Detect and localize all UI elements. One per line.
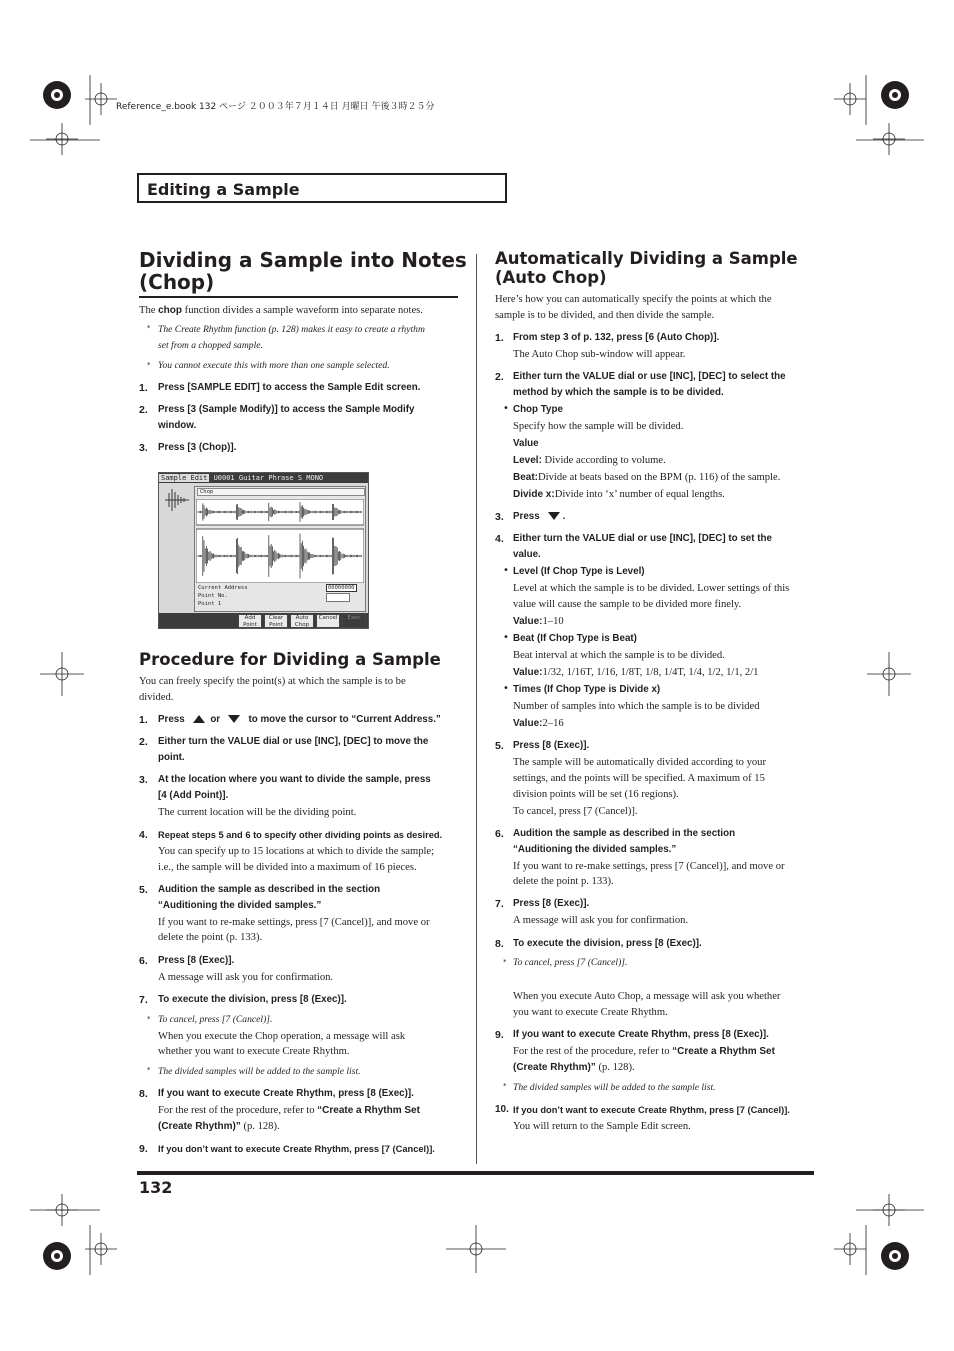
- column-divider: [476, 254, 477, 1164]
- cursor-down-icon: [548, 512, 560, 520]
- cursor-up-icon: [193, 715, 205, 723]
- beat-heading: Beat (If Chop Type is Beat): [513, 633, 637, 644]
- auto-step-1: From step 3 of p. 132, press [6 (Auto Chop)].: [513, 332, 720, 343]
- auto-step-6: Audition the sample as described in the section: [513, 828, 736, 839]
- procedure-title: Procedure for Dividing a Sample: [139, 650, 441, 669]
- chop-type-heading: Chop Type: [513, 404, 563, 415]
- waveform-icon: [163, 487, 191, 513]
- proc-step-1: Press or to move the cursor to “Current Address.”: [158, 714, 441, 725]
- point-1-label: Point 1: [198, 601, 222, 607]
- auto-chop-button[interactable]: Auto Chop: [290, 614, 314, 628]
- chop-screen-image: [158, 472, 369, 629]
- lcd-title-bar: Sample Edit U0001 Guitar Phrase S MONO: [159, 473, 368, 483]
- title-rule: [139, 296, 458, 298]
- proc-step-5: Audition the sample as described in the section: [158, 884, 381, 895]
- step-3: Press [3 (Chop)].: [158, 442, 237, 453]
- current-address-value: 00000000: [328, 585, 355, 591]
- print-header: Reference_e.book 132 ページ ２００３年７月１４日 月曜日 午後３時２５分: [116, 102, 435, 112]
- auto-step-7: Press [8 (Exec)].: [513, 898, 590, 909]
- cancel-button[interactable]: Cancel: [316, 614, 340, 628]
- point-no-label: Point No.: [198, 593, 228, 599]
- proc-step-2: Either turn the VALUE dial or use [INC], [DEC] to move the: [158, 736, 429, 747]
- note-create-rhythm-1: The Create Rhythm function (p. 128) makes it easy to create a rhythm: [158, 324, 425, 335]
- auto-chop-title-line2: (Auto Chop): [495, 268, 607, 287]
- auto-step-9: If you want to execute Create Rhythm, press [8 (Exec)].: [513, 1029, 769, 1040]
- section-header: [137, 173, 507, 203]
- chop-title-line1: Dividing a Sample into Notes: [139, 248, 467, 272]
- auto-step-3: Press .: [513, 511, 566, 522]
- auto-step-2: Either turn the VALUE dial or use [INC], [DEC] to select the: [513, 371, 786, 382]
- chop-title-line2: (Chop): [139, 270, 215, 294]
- cursor-down-icon: [228, 715, 240, 723]
- auto-step-5: Press [8 (Exec)].: [513, 740, 590, 751]
- clear-point-button[interactable]: Clear Point: [264, 614, 288, 628]
- proc-step-7: To execute the division, press [8 (Exec)].: [158, 994, 347, 1005]
- times-heading: Times (If Chop Type is Divide x): [513, 684, 661, 695]
- page-number: 132: [139, 1178, 173, 1197]
- proc-step-3: At the location where you want to divide the sample, press: [158, 774, 431, 785]
- proc-step-9: If you don’t want to execute Create Rhythm, press [7 (Cancel)].: [158, 1144, 435, 1154]
- level-heading: Level (If Chop Type is Level): [513, 566, 645, 577]
- exec-button[interactable]: Exec: [342, 614, 366, 628]
- proc-step-6: Press [8 (Exec)].: [158, 955, 235, 966]
- proc-step-4: Repeat steps 5 and 6 to specify other dividing points as desired.: [158, 830, 443, 840]
- footer-rule: [137, 1171, 814, 1175]
- step-1: Press [SAMPLE EDIT] to access the Sample Edit screen.: [158, 382, 421, 393]
- auto-chop-title-line1: Automatically Dividing a Sample: [495, 249, 798, 268]
- auto-step-10: If you don’t want to execute Create Rhythm, press [7 (Cancel)].: [513, 1105, 790, 1115]
- waveform-display: [196, 499, 364, 583]
- proc-step-8: If you want to execute Create Rhythm, press [8 (Exec)].: [158, 1088, 414, 1099]
- chop-intro: The chop function divides a sample waveform into separate notes.: [139, 305, 423, 316]
- auto-step-8: To execute the division, press [8 (Exec)].: [513, 938, 702, 949]
- current-address-label: Current Address: [198, 585, 248, 591]
- step-2: Press [3 (Sample Modify)] to access the Sample Modify: [158, 404, 415, 415]
- note-create-rhythm-2: set from a chopped sample.: [158, 340, 263, 351]
- add-point-button[interactable]: Add Point: [238, 614, 262, 628]
- auto-step-4: Either turn the VALUE dial or use [INC], [DEC] to set the: [513, 533, 772, 544]
- section-title: Editing a Sample: [147, 180, 300, 199]
- note-multiple: You cannot execute this with more than one sample selected.: [158, 360, 390, 371]
- chop-panel: Chop Current Address 00000000 Point No. Point 1: [194, 486, 366, 612]
